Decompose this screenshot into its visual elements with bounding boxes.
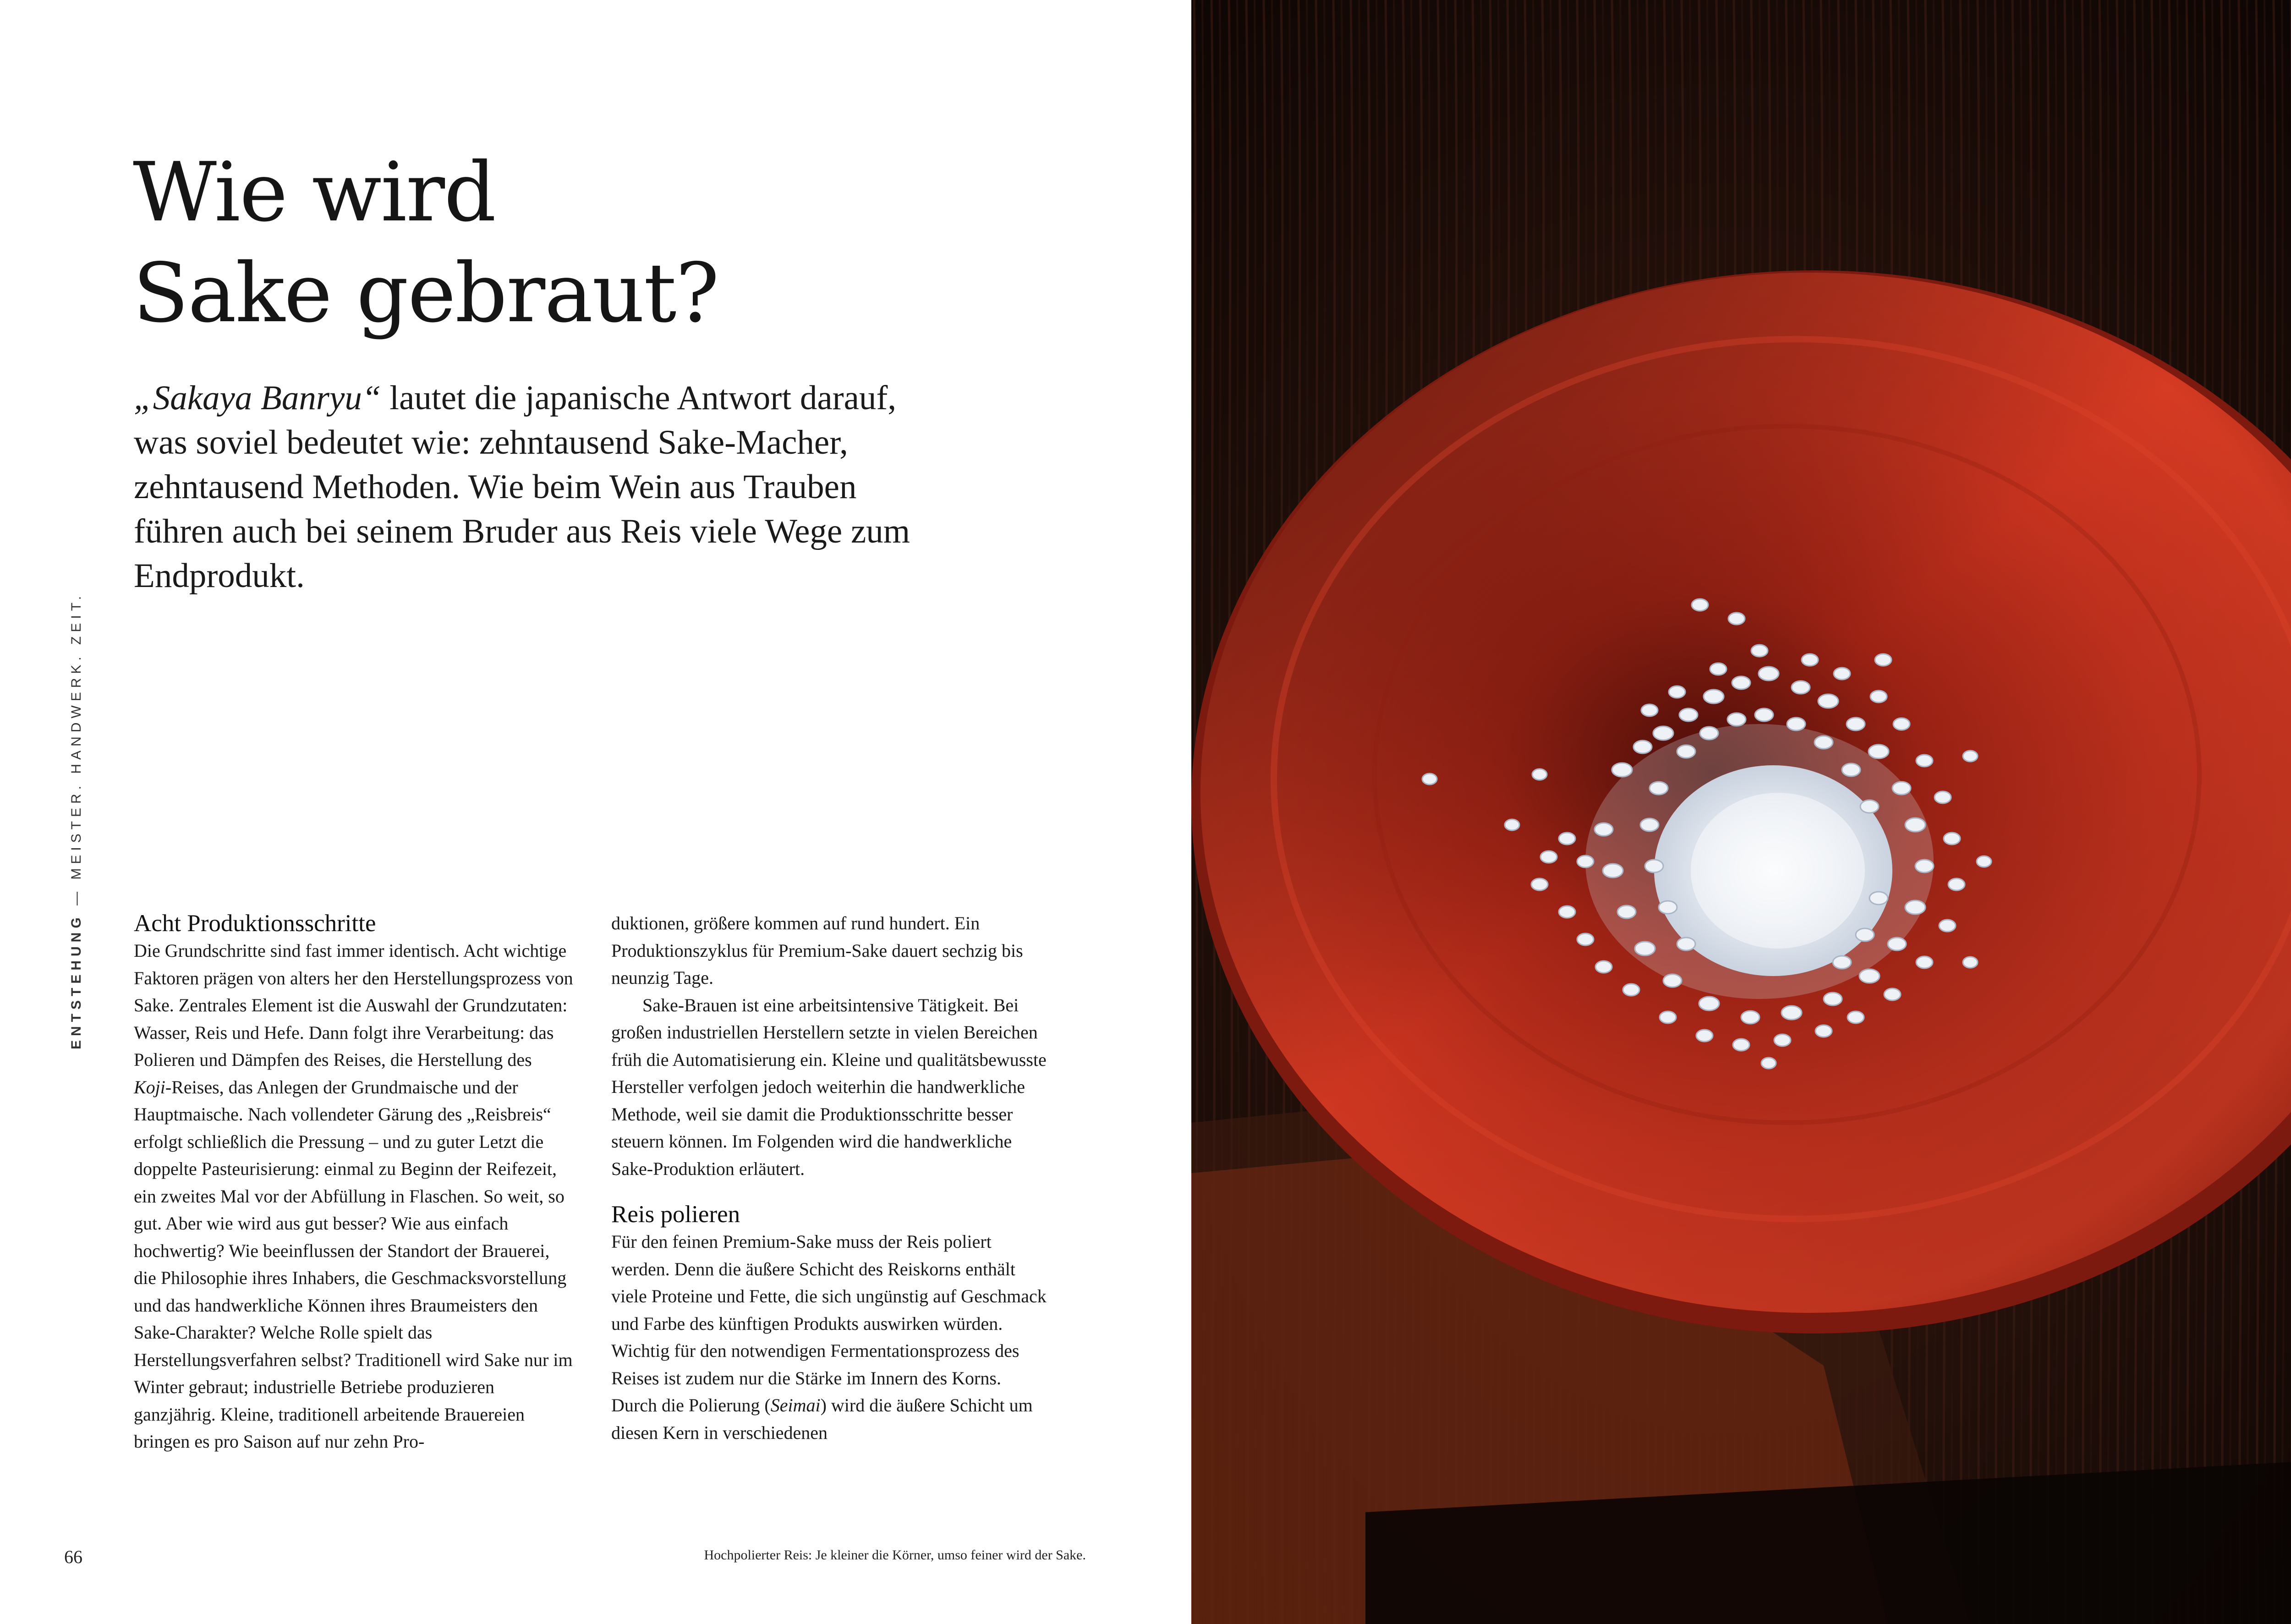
column2-paragraph-1: duktionen, größere kommen auf rund hundert. Ein Produktionszyklus für Premium-Sake dauert sechzig bis neunzig Tage. <box>611 913 1023 988</box>
text-column-1 <box>134 910 574 1455</box>
column2-text-b: ) wird die äußere Schicht um diesen Kern in verschiedenen <box>611 1395 1033 1443</box>
section-side-label <box>69 591 84 1049</box>
section-heading-production: Acht Produktionsschritte <box>134 910 376 937</box>
page-title <box>133 142 1003 344</box>
seimai-term: Seimai <box>770 1395 821 1416</box>
column1-text-a: Die Grundschritte sind fast immer identisch. Acht wichtige Faktoren prägen von alters her den Herstellungsprozess von Sake. Zentrales Element ist die Auswahl der Grundzutaten: Wasser, Reis und Hefe. Dann folgt ihre Verarbeitung: das Polieren und Dämpfen des Reises, die Herstellung des <box>134 940 573 1070</box>
intro-text: lautet die japanische Antwort darauf, was soviel bedeutet wie: zehntausend Sake-Macher, zehntausend Methoden. Wie beim Wein aus Trauben führen auch bei seinem Bruder aus Reis viele Wege zum Endprodukt. <box>134 379 910 595</box>
text-column-2 <box>611 910 1051 1446</box>
intro-paragraph <box>134 376 940 598</box>
koji-term: Koji <box>134 1076 165 1097</box>
side-label-rest: — MEISTER. HANDWERK. ZEIT. <box>69 592 84 914</box>
page-number: 66 <box>64 1547 82 1567</box>
photo-caption: Hochpolierter Reis: Je kleiner die Körner, umso feiner wird der Sake. <box>704 1547 1086 1563</box>
column1-paragraph <box>134 937 574 1455</box>
title-line-1: Wie wird <box>133 145 495 240</box>
side-label-section: ENTSTEHUNG <box>69 913 84 1049</box>
title-line-2: Sake gebraut? <box>133 246 718 340</box>
right-page-photo <box>1191 0 2291 1624</box>
column2-paragraph-2: Sake-Brauen ist eine arbeitsintensive Tätigkeit. Bei großen industriellen Herstellern setzte in vielen Bereichen früh die Automatisierung ein. Kleine und qualitätsbewusste Hersteller verfolgen jedoch weiterhin die handwerkliche Methode, weil sie damit die Produktionsschritte besser steuern können. Im Folgenden wird die handwerkliche Sake-Produktion erläutert. <box>611 994 1047 1179</box>
intro-quote: „Sakaya Banryu“ <box>134 379 381 417</box>
column2-text-a: Für den feinen Premium-Sake muss der Reis poliert werden. Denn die äußere Schicht des Reiskorns enthält viele Proteine und Fette, die sich ungünstig auf Geschmack und Farbe des künftigen Produkts auswirken würden. Wichtig für den notwendigen Fermentationsprozess des Reises ist zudem nur die Stärke im Innern des Korns. Durch die Polierung ( <box>611 1231 1047 1416</box>
section-heading-polishing: Reis polieren <box>611 1201 740 1228</box>
column1-text-b: -Reises, das Anlegen der Grundmaische und der Hauptmaische. Nach vollendeter Gärung des „Reisbreis“ erfolgt schließlich die Pressung – und zu guter Letzt die doppelte Pasteurisierung: einmal zu Beginn der Reifezeit, ein zweites Mal vor der Abfüllung in Flaschen. So weit, so gut. Aber wie wird aus gut besser? Wie aus einfach hochwertig? Wie beeinflussen der Standort der Brauerei, die Philosophie ihres Inhabers, die Geschmacksvorstellung und das handwerkliche Können ihres Braumeisters den Sake-Charakter? Welche Rolle spielt das Herstellungsverfahren selbst? Traditionell wird Sake nur im Winter gebraut; industrielle Betriebe produzieren ganzjährig. Kleine, traditionell arbeitende Brauereien bringen es pro Saison auf nur zehn Pro- <box>134 1076 573 1452</box>
column2-paragraph-3 <box>611 1228 1051 1446</box>
red-bowl-rice-photo <box>1191 0 2291 1624</box>
